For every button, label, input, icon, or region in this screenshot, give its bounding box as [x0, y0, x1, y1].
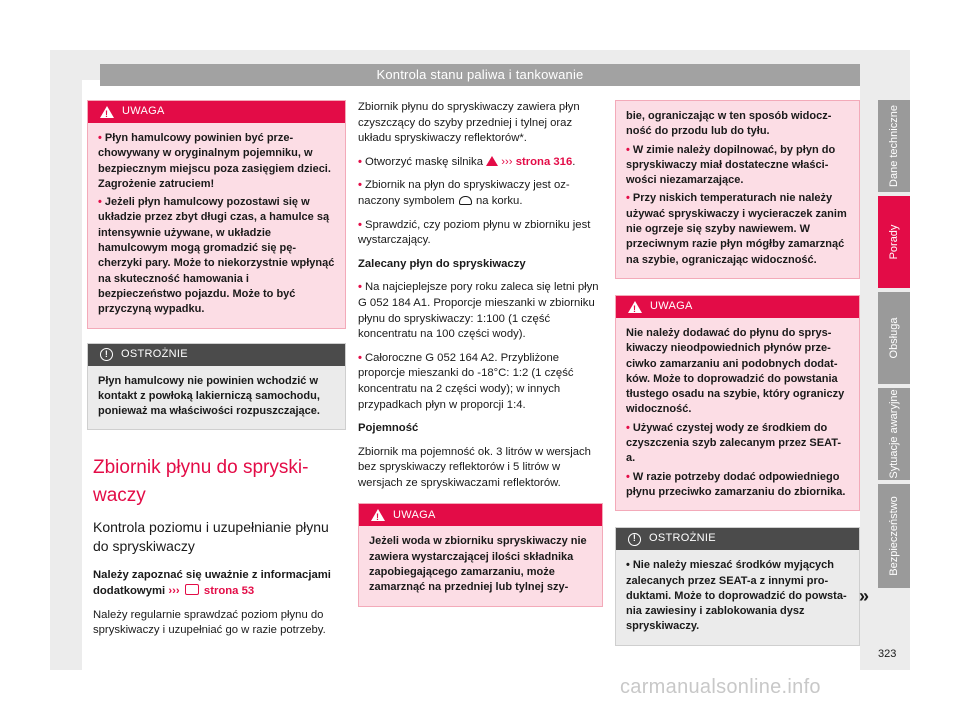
- caution-box: [87, 343, 346, 431]
- warning-icon: [628, 301, 642, 313]
- washer-fluid-icon: [459, 196, 472, 205]
- tab-bezpieczenstwo[interactable]: [878, 484, 910, 588]
- page-number: 323: [878, 648, 897, 660]
- bullet-icon: •: [358, 218, 362, 231]
- subheading: Zalecany płyn do spryskiwaczy: [358, 257, 526, 270]
- warning-item-text: Używać czystej wody ze środkiem do czyszczenia szyb zalecanym przez SEAT-a.: [626, 421, 841, 465]
- caution-body: [616, 550, 859, 644]
- tab-label: Sytuacje awaryjne: [888, 389, 900, 479]
- section-title: Zbiornik płynu do spryskiwaczy: [93, 457, 309, 507]
- warning-item: [626, 470, 849, 501]
- bullet-icon: •: [358, 351, 362, 364]
- warning-text: Nie należy dodawać do płynu do spryskiwaczy nieodpowiednich płynów przeciwko zamarzaniu ani podobnych dodatków. Może to doprowadzić do powstania tłustego osadu na szybie, który ograniczy widoczność.: [626, 326, 845, 416]
- warning-body: [616, 318, 859, 510]
- warning-item-text: Przy niskich temperaturach nie należy używać spryskiwaczy i wycieraczek zanim nie ogrzeje się szyby nawiewem. W przeciwnym razie płyn mógłby zamarznąć na szybie, ograniczając widoczność.: [626, 192, 847, 266]
- warning-icon: [371, 509, 385, 521]
- warning-body: [359, 526, 602, 605]
- warning-box: [615, 295, 860, 511]
- tab-dane-techniczne[interactable]: [878, 100, 910, 192]
- step-text: Na najcieplejsze pory roku zaleca się letni płyn G 052 184 A1. Proporcje mieszanki w zbiorniku płynu do spryskiwaczy: 1:100 (1 część koncentratu na 100 części wody).: [358, 281, 599, 341]
- intro-note: [93, 568, 346, 599]
- tab-label: Dane techniczne: [888, 105, 900, 187]
- warning-header: [359, 504, 602, 526]
- bullet-icon: •: [626, 559, 630, 572]
- step-text-end: na korku.: [475, 194, 523, 207]
- book-icon: [185, 584, 199, 595]
- bullet-icon: •: [626, 143, 630, 156]
- warning-item: [626, 191, 849, 267]
- paragraph: Zbiornik płynu do spryskiwaczy zawiera płyn czyszczący do szyby przedniej i tylnej oraz układu spryskiwaczy reflektorów*.: [358, 101, 580, 145]
- paragraph: Zbiornik ma pojemność ok. 3 litrów w wersjach bez spryskiwaczy reflektorów i 5 litrów w wersjach ze spryskiwaczami reflektorów.: [358, 445, 591, 489]
- sub-title: Kontrola poziomu i uzupełnianie płynu do spryskiwaczy: [93, 519, 329, 555]
- tab-sytuacje-awaryjne[interactable]: [878, 388, 910, 480]
- warning-item: [626, 143, 849, 189]
- warning-label: UWAGA: [393, 508, 436, 521]
- warning-text: Jeżeli woda w zbiorniku spryskiwaczy nie zawiera wystarczającej ilości składnika zapobiegającego zamarzaniu, może zamarznąć na przedniej lub tylnej szy-: [369, 535, 587, 594]
- tab-label: Obsługa: [888, 317, 900, 359]
- watermark: carmanualsonline.info: [620, 676, 821, 698]
- bullet-step: [358, 155, 603, 171]
- warning-icon: [486, 156, 498, 166]
- caution-label: OSTROŻNIE: [649, 532, 716, 545]
- bullet-icon: •: [626, 192, 630, 205]
- bullet-icon: •: [98, 196, 102, 209]
- bullet-icon: •: [626, 421, 630, 434]
- warning-box: [358, 503, 603, 606]
- tab-obsluga[interactable]: [878, 292, 910, 384]
- warning-item-text: W razie potrzeby dodać odpowiedniego płynu przeciwko zamarzaniu do zbiornika.: [626, 470, 846, 498]
- reference-arrows: ›››: [168, 585, 180, 598]
- continue-arrow-icon: »: [859, 586, 870, 606]
- bullet-icon: •: [358, 179, 362, 192]
- step-text: Sprawdzić, czy poziom płynu w zbiorniku jest wystarczający.: [358, 218, 591, 247]
- caution-header: [88, 344, 345, 366]
- bullet-step: [358, 218, 603, 249]
- info-circle-icon: !: [100, 348, 113, 361]
- column-left: [87, 100, 346, 647]
- column-right: [615, 100, 860, 660]
- warning-label: UWAGA: [122, 105, 165, 118]
- bullet-icon: •: [626, 470, 630, 483]
- warning-text: bie, ograniczając w ten sposób widoczność do przodu lub do tyłu.: [626, 110, 832, 138]
- bullet-icon: •: [358, 155, 362, 168]
- page-header: Kontrola stanu paliwa i tankowanie: [100, 64, 860, 86]
- intro-note-text: Należy zapoznać się uważnie z informacjami dodatkowymi: [93, 569, 331, 598]
- caution-text: Płyn hamulcowy nie powinien wchodzić w kontakt z powłoką lakierniczą samochodu, ponieważ ma właściwości rozpuszczające.: [98, 374, 320, 418]
- warning-label: UWAGA: [650, 300, 693, 313]
- warning-header: [88, 101, 345, 123]
- tab-label: Bezpieczeństwo: [888, 496, 900, 576]
- warning-item-text: Jeżeli płyn hamulcowy pozostawi się w układzie przez zbyt długi czas, a hamulce są intensywnie używane, w układzie hamulcowym mogą gromadzić się pęcherzyki pary. Może to niekorzystnie wpłynąć na skuteczność hamowania i bezpieczeństwo pojazdu. Może to być przyczyną wypadku.: [98, 196, 335, 316]
- caution-label: OSTROŻNIE: [121, 347, 188, 360]
- page-link[interactable]: strona 316: [515, 155, 573, 168]
- bullet-step: [358, 351, 603, 413]
- caution-body: [88, 366, 345, 430]
- page-link[interactable]: strona 53: [203, 585, 255, 598]
- reference-arrows: ›››: [501, 155, 513, 168]
- warning-body: [616, 101, 859, 278]
- warning-continuation-box: [615, 100, 860, 279]
- warning-item: [98, 195, 335, 317]
- warning-item-text: W zimie należy dopilnować, by płyn do spryskiwaczy miał dostateczne właściwości niezamarzające.: [626, 143, 836, 187]
- intro-text: Należy regularnie sprawdzać poziom płynu do spryskiwaczy i uzupełniać go w razie potrzeby.: [93, 608, 326, 637]
- tab-porady[interactable]: [878, 196, 910, 288]
- step-text: Otworzyć maskę silnika: [364, 155, 483, 168]
- warning-item: [98, 131, 335, 192]
- tab-label: Porady: [888, 224, 900, 260]
- warning-item-text: Płyn hamulcowy powinien być przechowywany w oryginalnym pojemniku, w bezpiecznym miejscu poza zasięgiem dzieci. Zagrożenie zatruciem!: [98, 132, 331, 190]
- caution-item-text: Nie należy mieszać środków myjących zalecanych przez SEAT-a z innymi produktami. Może to doprowadzić do powstania zawiesiny i zablokowania dysz spryskiwaczy.: [626, 559, 847, 633]
- warning-item: [626, 421, 849, 467]
- step-text-end: .: [572, 155, 576, 168]
- bullet-icon: •: [98, 132, 102, 144]
- warning-icon: [100, 106, 114, 118]
- step-text: Zbiornik na płyn do spryskiwaczy jest oznaczony symbolem: [358, 179, 570, 207]
- bullet-icon: •: [358, 281, 362, 294]
- subheading: Pojemność: [358, 422, 419, 435]
- caution-box: [615, 527, 860, 645]
- caution-item: [626, 558, 849, 634]
- warning-body: [88, 123, 345, 328]
- bullet-step: [358, 178, 603, 209]
- step-text: Całoroczne G 052 164 A2. Przybliżone proporcje mieszanki do -18°C: 1:2 (1 część koncentratu na 2 części wody); w innych przypadkach płyn w proporcji 1:4.: [358, 351, 574, 411]
- warning-box: [87, 100, 346, 329]
- warning-header: [616, 296, 859, 318]
- bullet-step: [358, 280, 603, 342]
- column-middle: [358, 100, 603, 621]
- caution-header: [616, 528, 859, 550]
- info-circle-icon: !: [628, 533, 641, 546]
